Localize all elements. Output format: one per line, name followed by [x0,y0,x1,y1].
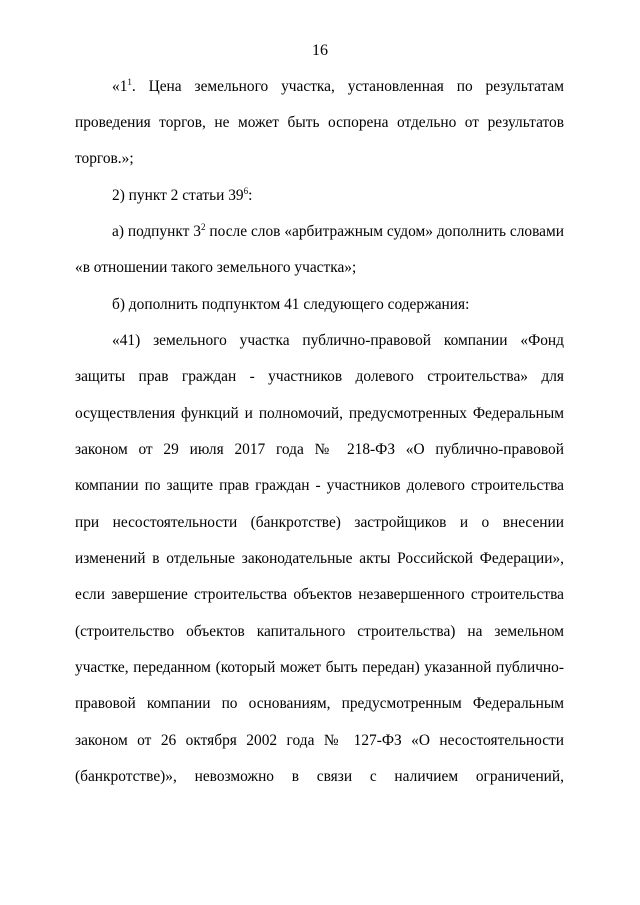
text-segment: а) подпункт 3 [112,223,201,240]
text-segment: «1 [112,78,128,95]
text-segment: : [248,187,253,204]
text-line: участке, переданном (который может быть передан) указанной публично- [75,659,564,676]
text-line: (банкротстве)», невозможно в связи с наличием ограничений, [75,768,564,785]
text-line: б) дополнить подпунктом 41 следующего содержания: [112,296,470,313]
text-line: осуществления функций и полномочий, предусмотренных Федеральным [75,405,564,422]
page-number: 16 [312,42,328,59]
text-line: «41) земельного участка публично-правовой компании «Фонд [112,332,564,349]
superscript: 1 [127,77,132,87]
text-segment: 2) пункт 2 статьи 39 [112,187,244,204]
text-line: торгов.»; [75,150,134,167]
text-line: законом от 29 июля 2017 года № 218-ФЗ «О публично-правовой [75,441,564,458]
text-segment: . Цена земельного участка, установленная по результатам [131,78,564,95]
superscript: 6 [243,186,249,196]
text-line: «в отношении такого земельного участка»; [75,259,357,276]
text-line [112,222,564,242]
superscript: 2 [200,222,206,232]
text-line: законом от 26 октября 2002 года № 127-ФЗ «О несостоятельности [75,732,564,749]
text-line: изменений в отдельные законодательные акты Российской Федерации», [75,550,564,567]
text-line: (строительство объектов капитального строительства) на земельном [75,623,564,640]
text-line [112,77,564,97]
text-segment: после слов «арбитражным судом» дополнить словами [205,223,564,240]
text-line: при несостоятельности (банкротстве) застройщиков и о внесении [75,514,564,531]
text-line: проведения торгов, не может быть оспорена отдельно от результатов [75,114,564,131]
text-line: если завершение строительства объектов незавершенного строительства [75,586,564,603]
text-line: правовой компании по основаниям, предусмотренным Федеральным [75,695,564,712]
text-line [112,186,564,206]
text-line: защиты прав граждан - участников долевого строительства» для [75,368,564,385]
text-line: компании по защите прав граждан - участников долевого строительства [75,477,564,494]
